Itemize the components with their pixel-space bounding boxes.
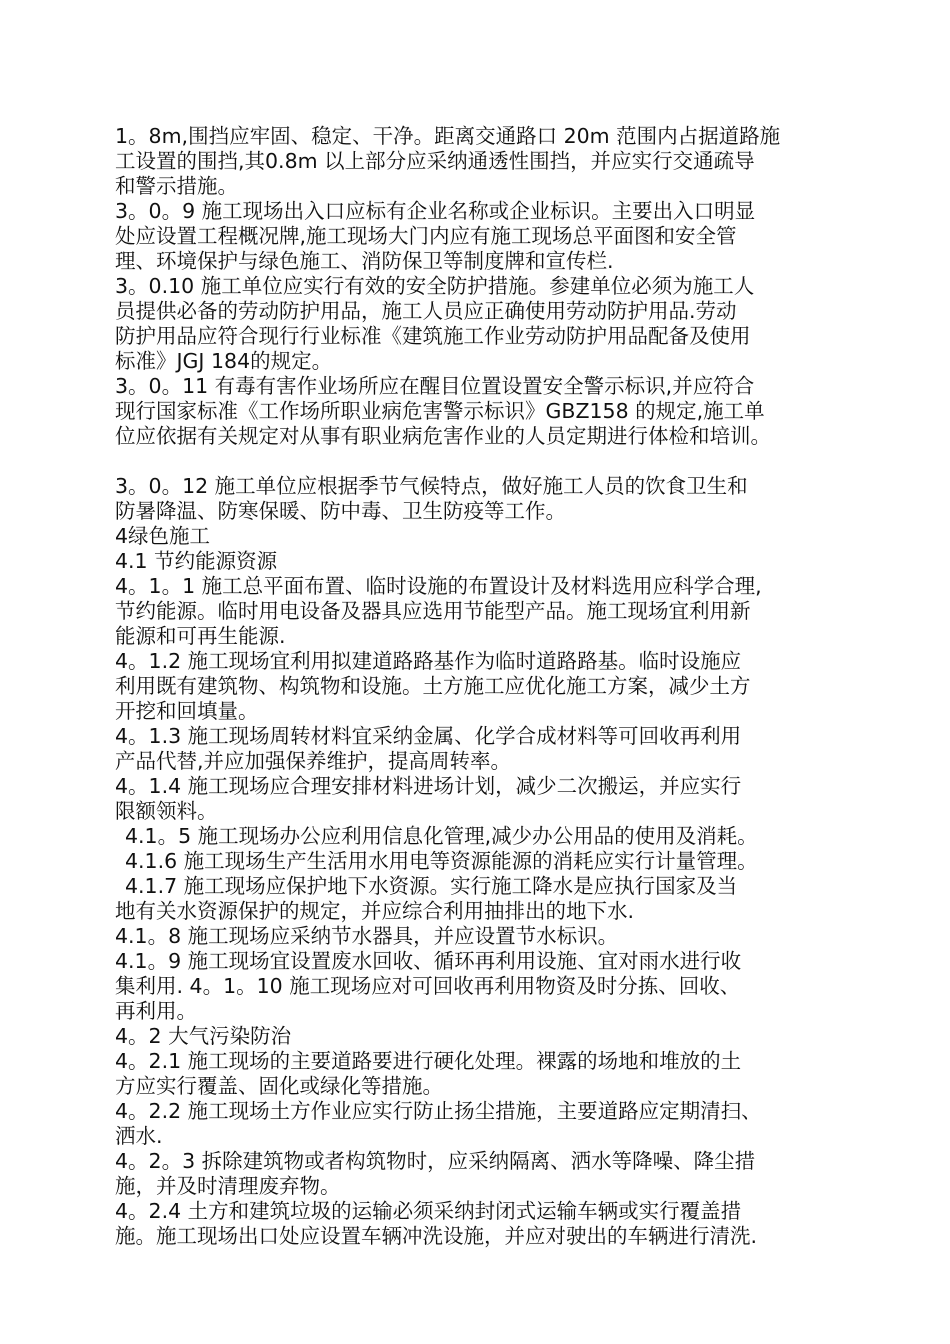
text-line: 防护用品应符合现行行业标准《建筑施工作业劳动防护用品配备及使用 bbox=[115, 324, 751, 348]
text-line: 能源和可再生能源. bbox=[115, 624, 286, 648]
text-line: 防暑降温、防寒保暖、防中毒、卫生防疫等工作。 bbox=[115, 499, 566, 523]
text-line: 现行国家标准《工作场所职业病危害警示标识》GBZ158 的规定,施工单 bbox=[115, 399, 765, 423]
text-line: 标准》JGJ 184的规定。 bbox=[115, 349, 333, 373]
text-line: 施，并及时清理废弃物。 bbox=[115, 1174, 341, 1198]
text-line: 4。2。3 拆除建筑物或者构筑物时，应采纳隔离、洒水等降噪、降尘措 bbox=[115, 1149, 756, 1173]
text-line: 方应实行覆盖、固化或绿化等措施。 bbox=[115, 1074, 443, 1098]
text-line: 4。2.4 土方和建筑垃圾的运输必须采纳封闭式运输车辆或实行覆盖措 bbox=[115, 1199, 742, 1223]
text-line: 员提供必备的劳动防护用品，施工人员应正确使用劳动防护用品.劳动 bbox=[115, 299, 737, 323]
text-line: 开挖和回填量。 bbox=[115, 699, 259, 723]
text-line: 和警示措施。 bbox=[115, 174, 238, 198]
text-line: 4.1。5 施工现场办公应利用信息化管理,减少办公用品的使用及消耗。 bbox=[125, 824, 758, 848]
text-line: 4。2.2 施工现场土方作业应实行防止扬尘措施，主要道路应定期清扫、 bbox=[115, 1099, 762, 1123]
subsection-heading: 4。2 大气污染防治 bbox=[115, 1024, 292, 1048]
text-line: 节约能源。临时用电设备及器具应选用节能型产品。施工现场宜利用新 bbox=[115, 599, 751, 623]
text-line: 处应设置工程概况牌,施工现场大门内应有施工现场总平面图和安全管 bbox=[115, 224, 737, 248]
text-line: 产品代替,并应加强保养维护，提高周转率。 bbox=[115, 749, 512, 773]
text-line: 4.1.7 施工现场应保护地下水资源。实行施工降水是应执行国家及当 bbox=[125, 874, 738, 898]
text-line: 再利用。 bbox=[115, 999, 197, 1023]
text-line: 4。1.4 施工现场应合理安排材料进场计划，减少二次搬运，并应实行 bbox=[115, 774, 742, 798]
text-line: 地有关水资源保护的规定，并应综合利用抽排出的地下水. bbox=[115, 899, 635, 923]
text-line: 3。0。12 施工单位应根据季节气候特点，做好施工人员的饮食卫生和 bbox=[115, 474, 748, 498]
text-line: 位应依据有关规定对从事有职业病危害作业的人员定期进行体检和培训。 bbox=[115, 424, 771, 448]
text-line: 4。1.2 施工现场宜利用拟建道路路基作为临时道路路基。临时设施应 bbox=[115, 649, 742, 673]
text-line: 工设置的围挡,其0.8m 以上部分应采纳通透性围挡，并应实行交通疏导 bbox=[115, 149, 755, 173]
text-line: 理、环境保护与绿色施工、消防保卫等制度牌和宣传栏. bbox=[115, 249, 614, 273]
text-line: 利用既有建筑物、构筑物和设施。土方施工应优化施工方案，减少土方 bbox=[115, 674, 751, 698]
text-line: 4。1。1 施工总平面布置、临时设施的布置设计及材料选用应科学合理, bbox=[115, 574, 762, 598]
text-line: 4。1.3 施工现场周转材料宜采纳金属、化学合成材料等可回收再利用 bbox=[115, 724, 742, 748]
text-line: 4。2.1 施工现场的主要道路要进行硬化处理。裸露的场地和堆放的土 bbox=[115, 1049, 742, 1073]
text-line: 4.1.6 施工现场生产生活用水用电等资源能源的消耗应实行计量管理。 bbox=[125, 849, 758, 873]
document-body bbox=[115, 124, 875, 1249]
text-line: 3。0。11 有毒有害作业场所应在醒目位置设置安全警示标识,并应符合 bbox=[115, 374, 755, 398]
text-line: 3。0.10 施工单位应实行有效的安全防护措施。参建单位必须为施工人 bbox=[115, 274, 755, 298]
text-line: 施。施工现场出口处应设置车辆冲洗设施，并应对驶出的车辆进行清洗. bbox=[115, 1224, 758, 1248]
subsection-heading: 4.1 节约能源资源 bbox=[115, 549, 278, 573]
text-line: 4.1。8 施工现场应采纳节水器具，并应设置节水标识。 bbox=[115, 924, 619, 948]
text-line: 集利用. 4。1。10 施工现场应对可回收再利用物资及时分拣、回收、 bbox=[115, 974, 741, 998]
text-line: 3。0。9 施工现场出入口应标有企业名称或企业标识。主要出入口明显 bbox=[115, 199, 756, 223]
text-line: 4.1。9 施工现场宜设置废水回收、循环再利用设施、宜对雨水进行收 bbox=[115, 949, 742, 973]
text-line: 限额领料。 bbox=[115, 799, 218, 823]
section-heading: 4绿色施工 bbox=[115, 524, 211, 548]
text-line: 1。8m,围挡应牢固、稳定、干净。距离交通路口 20m 范围内占据道路施 bbox=[115, 124, 781, 148]
text-line: 洒水. bbox=[115, 1124, 163, 1148]
